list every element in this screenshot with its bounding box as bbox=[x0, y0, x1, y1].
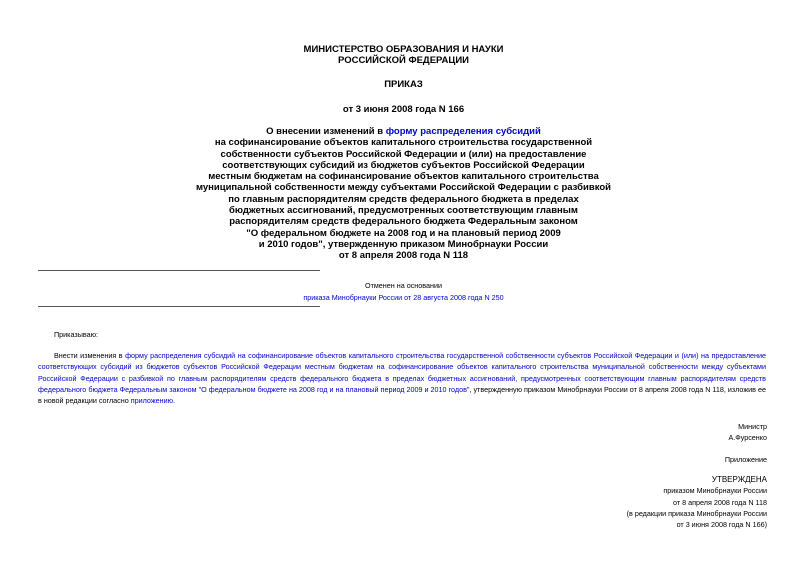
approval-line: приказом Минобрнауки России bbox=[663, 486, 767, 496]
document-header bbox=[0, 44, 807, 115]
title-line: соответствующих субсидий из бюджетов субъектов Российской Федерации bbox=[222, 159, 585, 171]
title-form-link[interactable]: форму распределения субсидий bbox=[385, 126, 541, 137]
ministry-name-line2: РОССИЙСКОЙ ФЕДЕРАЦИИ bbox=[337, 55, 469, 66]
signature-block bbox=[728, 421, 767, 444]
divider-top bbox=[38, 270, 320, 271]
cancellation-note bbox=[0, 280, 807, 304]
approval-line: от 3 июня 2008 года N 166) bbox=[676, 520, 767, 530]
order-body bbox=[38, 350, 766, 406]
body-start: Внести изменения в bbox=[54, 351, 126, 360]
document-title bbox=[140, 126, 667, 262]
title-line: и 2010 годов", утвержденную приказом Минобрнауки России bbox=[258, 238, 549, 250]
ministry-name-line1: МИНИСТЕРСТВО ОБРАЗОВАНИЯ И НАУКИ bbox=[303, 44, 504, 55]
title-line: по главным распорядителям средств федерального бюджета в пределах bbox=[228, 193, 579, 205]
body-end: . bbox=[173, 396, 176, 406]
cancellation-label: Отменен на основании bbox=[364, 281, 442, 290]
title-line: собственности субъектов Российской Федерации и (или) на предоставление bbox=[220, 148, 587, 160]
signatory-name: А.Фурсенко bbox=[728, 433, 767, 443]
signatory-position: Министр bbox=[738, 422, 767, 431]
form-link[interactable]: форму распределения субсидий на софинансирование объектов капитального строительства государственной собственности субъектов Российской Федерации и (или) на предоставление соответствующих субсидий из бюджетов субъектов Российской Федерации местным бюджетам на софинансирование объектов капитального строительства муниципальной собственности между субъектами Российской Федерации с разбивкой по главным распорядителям средств федерального бюджета в пределах бюджетных ассигнований, предусмотренных соответствующим главным распорядителям средств федерального бюджета Федеральным законом "О федеральном бюджете на 2008 год и на плановый период 2009 и 2010 годов" bbox=[38, 351, 767, 394]
title-line: муниципальной собственности между субъектами Российской Федерации с разбивкой bbox=[195, 182, 611, 194]
title-line: на софинансирование объектов капитального строительства государственной bbox=[214, 137, 593, 149]
cancellation-link[interactable]: приказа Минобрнауки России от 28 августа 2008 года N 250 bbox=[303, 293, 504, 302]
approval-block bbox=[627, 474, 767, 530]
approval-line: (в редакции приказа Минобрнауки России bbox=[626, 508, 767, 518]
appendix-link[interactable]: приложению bbox=[130, 396, 174, 406]
title-line: бюджетных ассигнований, предусмотренных соответствующим главным bbox=[229, 205, 578, 217]
title-prefix: О внесении изменений в bbox=[266, 126, 386, 137]
approval-line: от 8 апреля 2008 года N 118 bbox=[673, 497, 767, 507]
divider-bottom bbox=[38, 306, 320, 307]
title-line: распорядителям средств федерального бюджета Федеральным законом bbox=[229, 216, 578, 228]
title-line: местным бюджетам на софинансирование объектов капитального строительства bbox=[208, 171, 599, 183]
body-middle: , утвержденную приказом Минобрнауки России от 8 апреля 2008 года N 118, изложив ее в новой редакции согласно bbox=[38, 384, 766, 406]
appendix-label: Приложение bbox=[724, 455, 767, 464]
title-line: от 8 апреля 2008 года N 118 bbox=[338, 250, 469, 262]
approval-heading: УТВЕРЖДЕНА bbox=[711, 475, 767, 484]
document-date: от 3 июня 2008 года N 166 bbox=[342, 104, 465, 115]
document-type: ПРИКАЗ bbox=[384, 79, 423, 90]
title-line: "О федеральном бюджете на 2008 год и на плановый период 2009 bbox=[246, 227, 561, 239]
order-word: Приказываю: bbox=[54, 330, 98, 339]
